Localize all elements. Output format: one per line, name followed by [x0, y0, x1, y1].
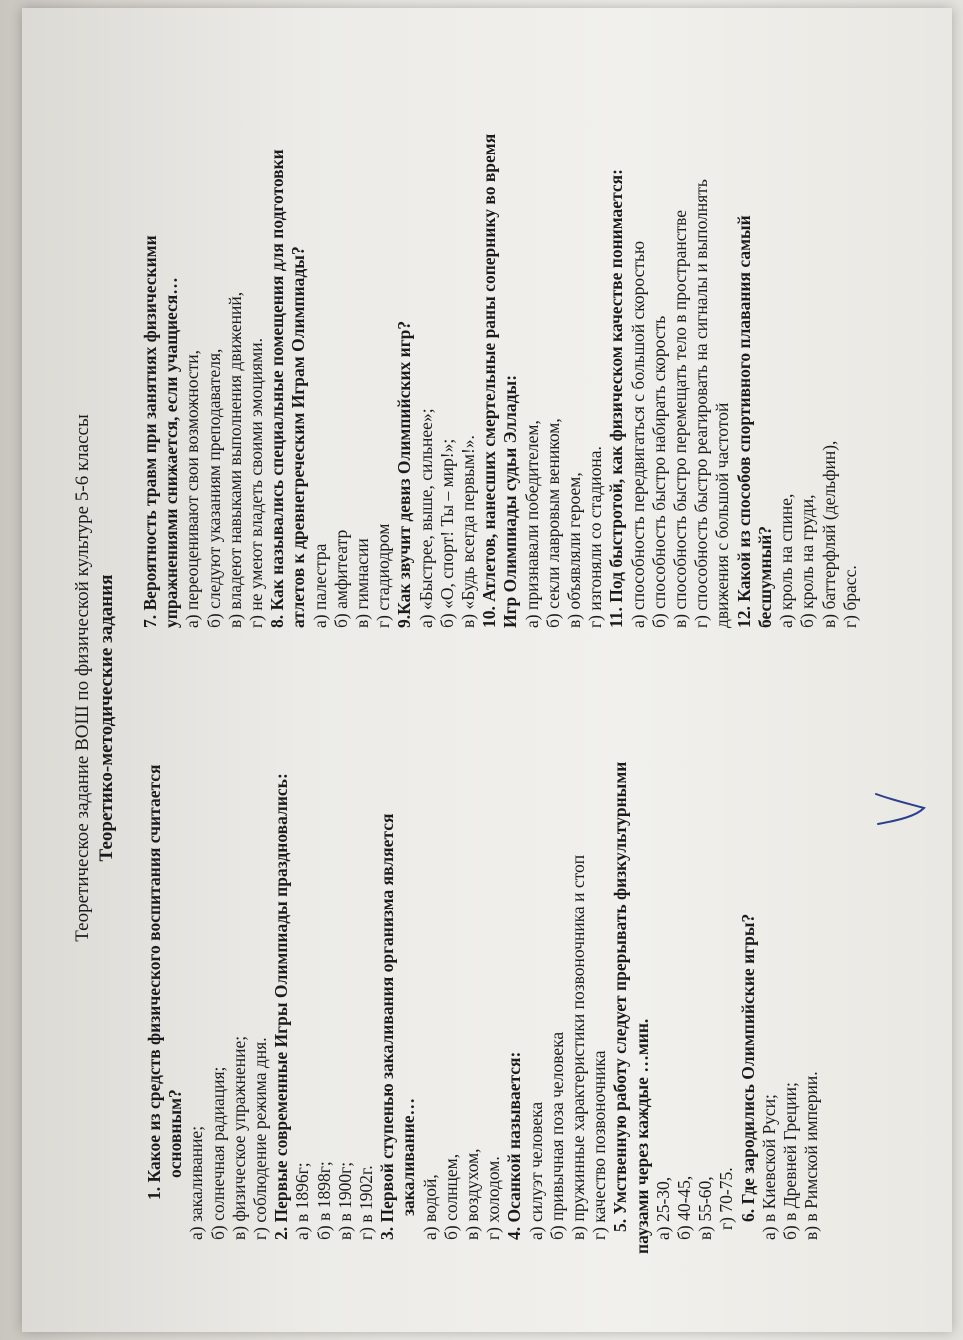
option: г) 70-75. — [716, 1167, 737, 1230]
option: а) признавали победителем, — [521, 420, 542, 628]
page-subtitle: Теоретико-методические задания — [96, 574, 117, 862]
option: в) физическое упражнение; — [228, 1035, 249, 1240]
question-9: 9.Как звучит девиз Олимпийских игр? — [394, 320, 415, 628]
option: а) переоценивают свои возможности, — [182, 349, 203, 628]
paper-sheet — [22, 8, 952, 1332]
option: г) соблюдение режима дня. — [250, 1037, 271, 1240]
option: в) воздухом, — [462, 1148, 483, 1240]
question-7-cont: упражнениями снижается, если учащиеся… — [161, 277, 182, 628]
option: б) секли лавровым веником, — [542, 418, 563, 628]
option: движения с большой частотой — [712, 402, 733, 628]
option: а) в 1896г; — [292, 1162, 313, 1240]
option: г) изгоняли со стадиона. — [585, 446, 606, 628]
option: б) следуют указаниям преподавателя, — [203, 348, 224, 628]
option: б) способность быстро набирать скорость — [648, 315, 669, 628]
option: б) солнечная радиация; — [207, 1066, 228, 1240]
option: в) объявляли героем, — [564, 472, 585, 628]
question-10-cont: Игр Олимпиады судьи Эллады: — [500, 374, 521, 628]
option: г) стадиодром — [373, 523, 394, 628]
rotated-page — [32, 28, 932, 1328]
option: а) водой, — [419, 1174, 440, 1240]
question-6: 6. Где зародились Олимпийские игры? — [737, 913, 758, 1222]
option: а) 25-30, — [652, 1176, 673, 1240]
question-8-cont: атлетов к древнегреческим Играм Олимпиады? — [288, 246, 309, 628]
question-10: 10. Атлетов, нанесших смертельные раны сопернику во время — [479, 133, 500, 628]
option: а) силуэт человека — [525, 1101, 546, 1240]
option: г) холодом. — [483, 1156, 504, 1240]
question-2: 2. Первые современные Игры Олимпиады праздновались: — [271, 773, 292, 1240]
option: в) владеют навыками выполнения движений, — [224, 291, 245, 628]
option: в) способность быстро перемещать тело в пространстве — [670, 209, 691, 628]
option: б) 40-45, — [674, 1175, 695, 1240]
option: б) в Древней Греции; — [780, 1082, 801, 1240]
question-11: 11. Под быстротой, как физическом качестве понимается: — [606, 169, 627, 628]
option: в) гимнасии — [352, 538, 373, 628]
option: г) брасс. — [839, 565, 860, 628]
question-5-cont: паузами через каждые …мин. — [631, 1018, 652, 1254]
question-1: 1. Какое из средств физического воспитания считается — [144, 764, 164, 1200]
option: в) 55-60, — [695, 1176, 716, 1240]
right-column — [140, 28, 861, 628]
option: б) кроль на груди, — [797, 494, 818, 628]
option: в) в Римской империи. — [801, 1071, 822, 1240]
option: в) «Будь всегда первым!». — [458, 435, 479, 628]
question-4: 4. Осанкой называется: — [504, 1051, 525, 1240]
question-12-cont: бесшумный? — [754, 525, 775, 628]
option: б) амфитеатр — [330, 529, 351, 628]
option: г) способность быстро реагировать на сигналы и выполнять — [691, 179, 712, 628]
question-8: 8. Как назывались специальные помещения для подготовки — [267, 149, 288, 628]
option: г) не умеют владеть своими эмоциями. — [246, 338, 267, 628]
option: б) привычная поза человека — [546, 1031, 567, 1240]
pen-check-mark-icon — [870, 790, 930, 830]
option: в) пружинные характеристики позвоночника и стоп — [568, 854, 589, 1240]
question-3: 3. Первой ступенью закаливания организма является — [377, 813, 398, 1240]
question-7: 7. Вероятность травм при занятиях физическими — [140, 235, 160, 628]
page-title: Теоретическое задание ВОШ по физической культуре 5-6 классы — [72, 414, 93, 942]
option: а) «Быстрее, выше, сильнее»; — [415, 408, 436, 628]
option: а) палестра — [309, 543, 330, 628]
question-5: 5. Умственную работу следует прерывать физкультурными — [610, 761, 631, 1232]
question-3-cont: закаливание… — [398, 1097, 419, 1216]
option: в) в 1900г; — [334, 1161, 355, 1240]
option: б) в 1898г; — [313, 1161, 334, 1240]
option: б) солнцем, — [440, 1153, 461, 1240]
left-column — [144, 620, 823, 1254]
option: в) баттерфляй (дельфин), — [818, 440, 839, 628]
option: а) в Киевской Руси; — [758, 1094, 779, 1240]
option: г) качество позвоночника — [589, 1050, 610, 1240]
option: а) кроль на спине, — [776, 493, 797, 628]
option: а) закаливание; — [186, 1125, 207, 1240]
option: г) в 1902г. — [356, 1165, 377, 1240]
question-12: 12. Какой из способов спортивного плавания самый — [733, 215, 754, 628]
question-1-cont: основным? — [165, 1089, 186, 1178]
option: а) способность передвигаться с большой скоростью — [627, 240, 648, 628]
option: б) «О, спорт! Ты – мир!»; — [436, 438, 457, 628]
